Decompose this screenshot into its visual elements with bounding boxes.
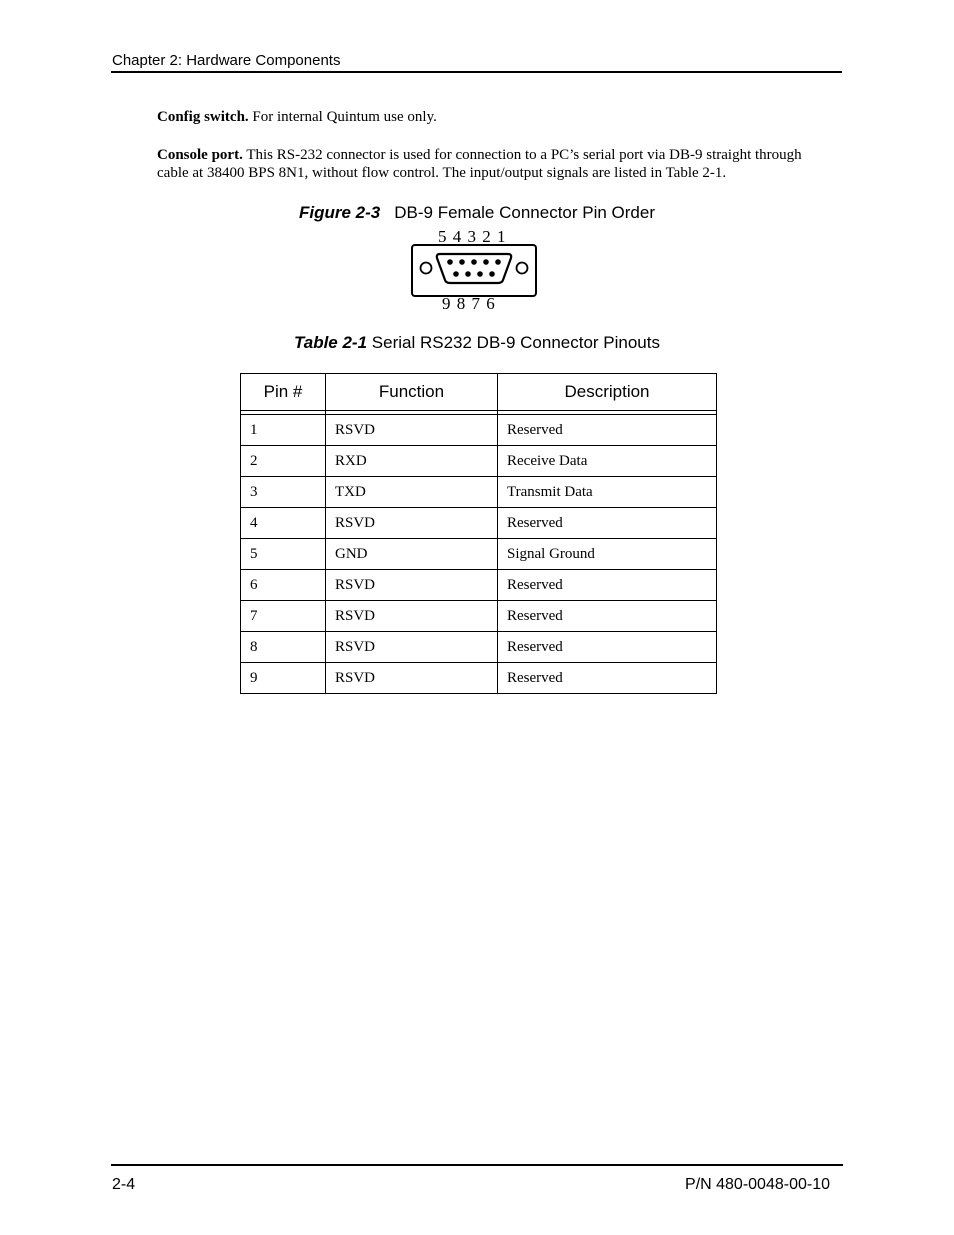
pin-cell: 3 xyxy=(241,477,326,508)
pinout-table xyxy=(240,373,717,694)
table-row xyxy=(241,508,717,539)
table-row xyxy=(241,570,717,601)
table-title: Serial RS232 DB-9 Connector Pinouts xyxy=(367,333,660,352)
description-cell: Reserved xyxy=(498,415,717,446)
right-mounting-hole xyxy=(517,263,528,274)
pin-9 xyxy=(453,271,459,277)
pin-cell: 9 xyxy=(241,663,326,694)
table-row xyxy=(241,415,717,446)
pin-cell: 8 xyxy=(241,632,326,663)
console-port-text: This RS-232 connector is used for connection to a PC’s serial port via DB-9 straight through cable at 38400 BPS 8N1, without flow control. The input/output signals are listed in Table 2-1. xyxy=(157,147,802,181)
pin-6 xyxy=(489,271,495,277)
column-header-pin: Pin # xyxy=(241,374,326,411)
connector-bottom-pin-numbers: 9 8 7 6 xyxy=(442,294,496,313)
pin-7 xyxy=(477,271,483,277)
table-row xyxy=(241,446,717,477)
config-switch-term: Config switch. xyxy=(157,109,249,125)
part-number: P/N 480-0048-00-10 xyxy=(685,1176,830,1193)
description-cell: Reserved xyxy=(498,601,717,632)
footer-rule xyxy=(111,1164,843,1166)
description-cell: Reserved xyxy=(498,508,717,539)
pin-5 xyxy=(447,259,453,265)
db9-connector-diagram xyxy=(406,225,542,313)
function-cell: RSVD xyxy=(326,415,498,446)
figure-title: DB-9 Female Connector Pin Order xyxy=(394,203,656,222)
pin-1 xyxy=(495,259,501,265)
description-cell: Signal Ground xyxy=(498,539,717,570)
table-header-row xyxy=(241,374,717,411)
bottom-pin-row xyxy=(453,271,495,277)
function-cell: RXD xyxy=(326,446,498,477)
function-cell: RSVD xyxy=(326,570,498,601)
console-port-term: Console port. xyxy=(157,147,243,163)
function-cell: GND xyxy=(326,539,498,570)
table-row xyxy=(241,539,717,570)
connector-top-pin-numbers: 5 4 3 2 1 xyxy=(438,227,507,246)
function-cell: RSVD xyxy=(326,632,498,663)
pin-cell: 4 xyxy=(241,508,326,539)
connector-face xyxy=(437,254,511,283)
function-cell: RSVD xyxy=(326,508,498,539)
description-cell: Reserved xyxy=(498,632,717,663)
pin-cell: 5 xyxy=(241,539,326,570)
table-caption xyxy=(0,333,954,353)
console-port-paragraph xyxy=(157,146,837,182)
table-row xyxy=(241,601,717,632)
column-header-function: Function xyxy=(326,374,498,411)
table-row xyxy=(241,477,717,508)
pin-8 xyxy=(465,271,471,277)
figure-caption xyxy=(0,203,954,223)
page-number: 2-4 xyxy=(112,1176,136,1193)
function-cell: TXD xyxy=(326,477,498,508)
table-row xyxy=(241,663,717,694)
function-cell: RSVD xyxy=(326,663,498,694)
top-pin-row xyxy=(447,259,501,265)
config-switch-text: For internal Quintum use only. xyxy=(248,109,437,125)
running-header: Chapter 2: Hardware Components xyxy=(112,52,341,69)
table-row xyxy=(241,632,717,663)
left-mounting-hole xyxy=(421,263,432,274)
column-header-description: Description xyxy=(498,374,717,411)
description-cell: Receive Data xyxy=(498,446,717,477)
description-cell: Transmit Data xyxy=(498,477,717,508)
description-cell: Reserved xyxy=(498,570,717,601)
pin-3 xyxy=(471,259,477,265)
pin-cell: 7 xyxy=(241,601,326,632)
pin-cell: 6 xyxy=(241,570,326,601)
pin-2 xyxy=(483,259,489,265)
figure-label: Figure 2-3 xyxy=(298,203,381,222)
header-rule xyxy=(111,71,842,73)
function-cell: RSVD xyxy=(326,601,498,632)
description-cell: Reserved xyxy=(498,663,717,694)
pin-cell: 2 xyxy=(241,446,326,477)
pin-cell: 1 xyxy=(241,415,326,446)
table-label: Table 2-1 xyxy=(293,333,368,352)
config-switch-paragraph xyxy=(157,108,837,126)
pin-4 xyxy=(459,259,465,265)
